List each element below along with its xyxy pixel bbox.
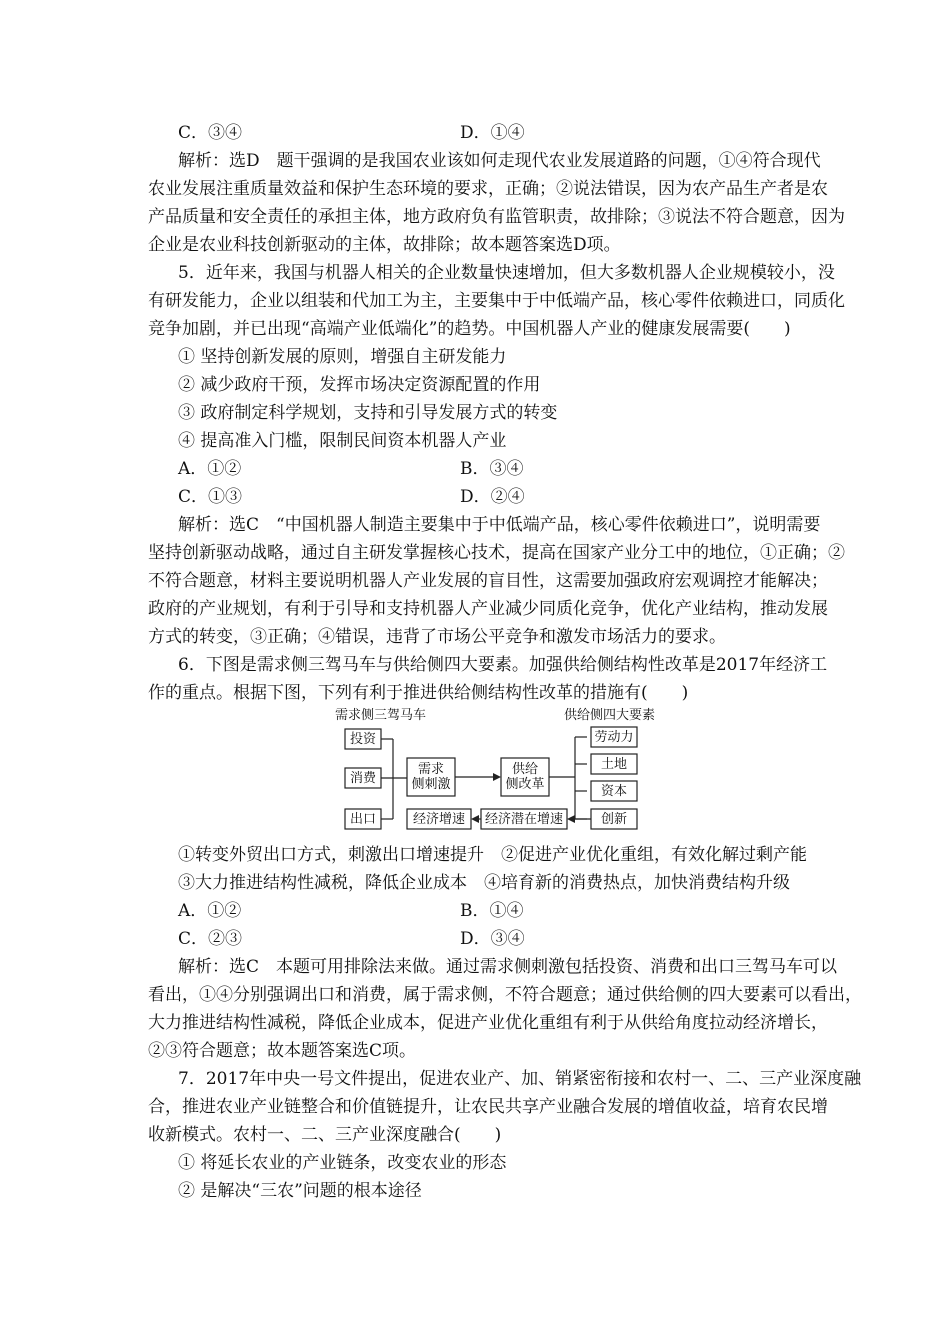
text-line: C．②③ xyxy=(178,929,243,949)
supply-center-box: 供给 侧改革 xyxy=(505,762,545,792)
text-line: ②③符合题意；故本题答案选C项。 xyxy=(148,1041,417,1061)
text-line: 解析：选D 题干强调的是我国农业该如何走现代农业发展道路的问题，①④符合现代 xyxy=(178,151,821,171)
supply-item-capital: 资本 xyxy=(600,784,627,799)
text-line: 收新模式。农村一、二、三产业深度融合( ) xyxy=(148,1125,502,1145)
text-line: A．①② xyxy=(178,459,242,479)
text-line: ③ 政府制定科学规划，支持和引导发展方式的转变 xyxy=(178,403,558,423)
text-line: ② 是解决“三农”问题的根本途径 xyxy=(178,1181,422,1201)
growth-box: 经济增速 xyxy=(412,812,465,827)
demand-item-export: 出口 xyxy=(349,812,376,827)
text-line: 竞争加剧，并已出现“高端产业低端化”的趋势。中国机器人产业的健康发展需要( ) xyxy=(148,319,791,339)
demand-item-consumption: 消费 xyxy=(349,771,376,786)
demand-center-box: 需求 侧刺激 xyxy=(411,762,451,792)
text-line: 合，推进农业产业链整合和价值链提升，让农民共享产业融合发展的增值收益，培育农民增 xyxy=(148,1097,828,1117)
text-line: 解析：选C 本题可用排除法来做。通过需求侧刺激包括投资、消费和出口三驾马车可以 xyxy=(178,957,838,977)
text-line: 有研发能力，企业以组装和代加工为主，主要集中于中低端产品，核心零件依赖进口，同质化 xyxy=(148,291,845,311)
text-line: 政府的产业规划，有利于引导和支持机器人产业减少同质化竞争，优化产业结构，推动发展 xyxy=(148,599,828,619)
text-line: ① 坚持创新发展的原则，增强自主研发能力 xyxy=(178,347,507,367)
text-line: 看出，①④分别强调出口和消费，属于需求侧，不符合题意；通过供给侧的四大要素可以看出， xyxy=(148,985,862,1005)
text-line: 方式的转变，③正确；④错误，违背了市场公平竞争和激发市场活力的要求。 xyxy=(148,627,726,647)
text-line: 农业发展注重质量效益和保护生态环境的要求，正确；②说法错误，因为农产品生产者是农 xyxy=(148,179,828,199)
supply-item-land: 土地 xyxy=(600,757,627,772)
demand-title: 需求侧三驾马车 xyxy=(335,708,427,723)
supply-title: 供给侧四大要素 xyxy=(563,708,655,723)
text-line: A．①② xyxy=(178,901,242,921)
potential-growth-box: 经济潜在增速 xyxy=(484,812,563,827)
text-line: D．①④ xyxy=(460,123,525,143)
text-line: B．③④ xyxy=(460,459,524,479)
text-line: ④ 提高准入门槛，限制民间资本机器人产业 xyxy=(178,431,507,451)
supply-demand-diagram xyxy=(335,706,655,834)
text-line: 解析：选C “中国机器人制造主要集中于中低端产品，核心零件依赖进口”，说明需要 xyxy=(178,515,821,535)
text-line: ② 减少政府干预，发挥市场决定资源配置的作用 xyxy=(178,375,541,395)
text-line: C．③④ xyxy=(178,123,243,143)
text-line: 作的重点。根据下图，下列有利于推进供给侧结构性改革的措施有( ) xyxy=(148,683,689,703)
supply-item-innovation: 创新 xyxy=(600,812,627,827)
demand-item-investment: 投资 xyxy=(349,732,376,747)
text-line: ①转变外贸出口方式，刺激出口增速提升 ②促进产业优化重组，有效化解过剩产能 xyxy=(178,845,807,865)
text-line: B．①④ xyxy=(460,901,524,921)
text-line: ① 将延长农业的产业链条，改变农业的形态 xyxy=(178,1153,507,1173)
text-line: 5．近年来，我国与机器人相关的企业数量快速增加，但大多数机器人企业规模较小，没 xyxy=(178,263,835,283)
text-line: 7．2017年中央一号文件提出，促进农业产、加、销紧密衔接和农村一、二、三产业深度融 xyxy=(178,1069,862,1089)
text-line: D．②④ xyxy=(460,487,525,507)
text-line: 企业是农业科技创新驱动的主体，故排除；故本题答案选D项。 xyxy=(148,235,621,255)
text-line: 6．下图是需求侧三驾马车与供给侧四大要素。加强供给侧结构性改革是2017年经济工 xyxy=(178,655,828,675)
text-line: D．③④ xyxy=(460,929,525,949)
text-line: 不符合题意，材料主要说明机器人产业发展的盲目性，这需要加强政府宏观调控才能解决； xyxy=(148,571,828,591)
text-line: 大力推进结构性减税，降低企业成本，促进产业优化重组有利于从供给角度拉动经济增长， xyxy=(148,1013,828,1033)
supply-item-labor: 劳动力 xyxy=(594,730,634,745)
text-line: C．①③ xyxy=(178,487,243,507)
text-line: 坚持创新驱动战略，通过自主研发掌握核心技术，提高在国家产业分工中的地位，①正确；② xyxy=(148,543,845,563)
text-line: ③大力推进结构性减税，降低企业成本 ④培育新的消费热点，加快消费结构升级 xyxy=(178,873,790,893)
text-line: 产品质量和安全责任的承担主体，地方政府负有监管职责，故排除；③说法不符合题意，因为 xyxy=(148,207,845,227)
